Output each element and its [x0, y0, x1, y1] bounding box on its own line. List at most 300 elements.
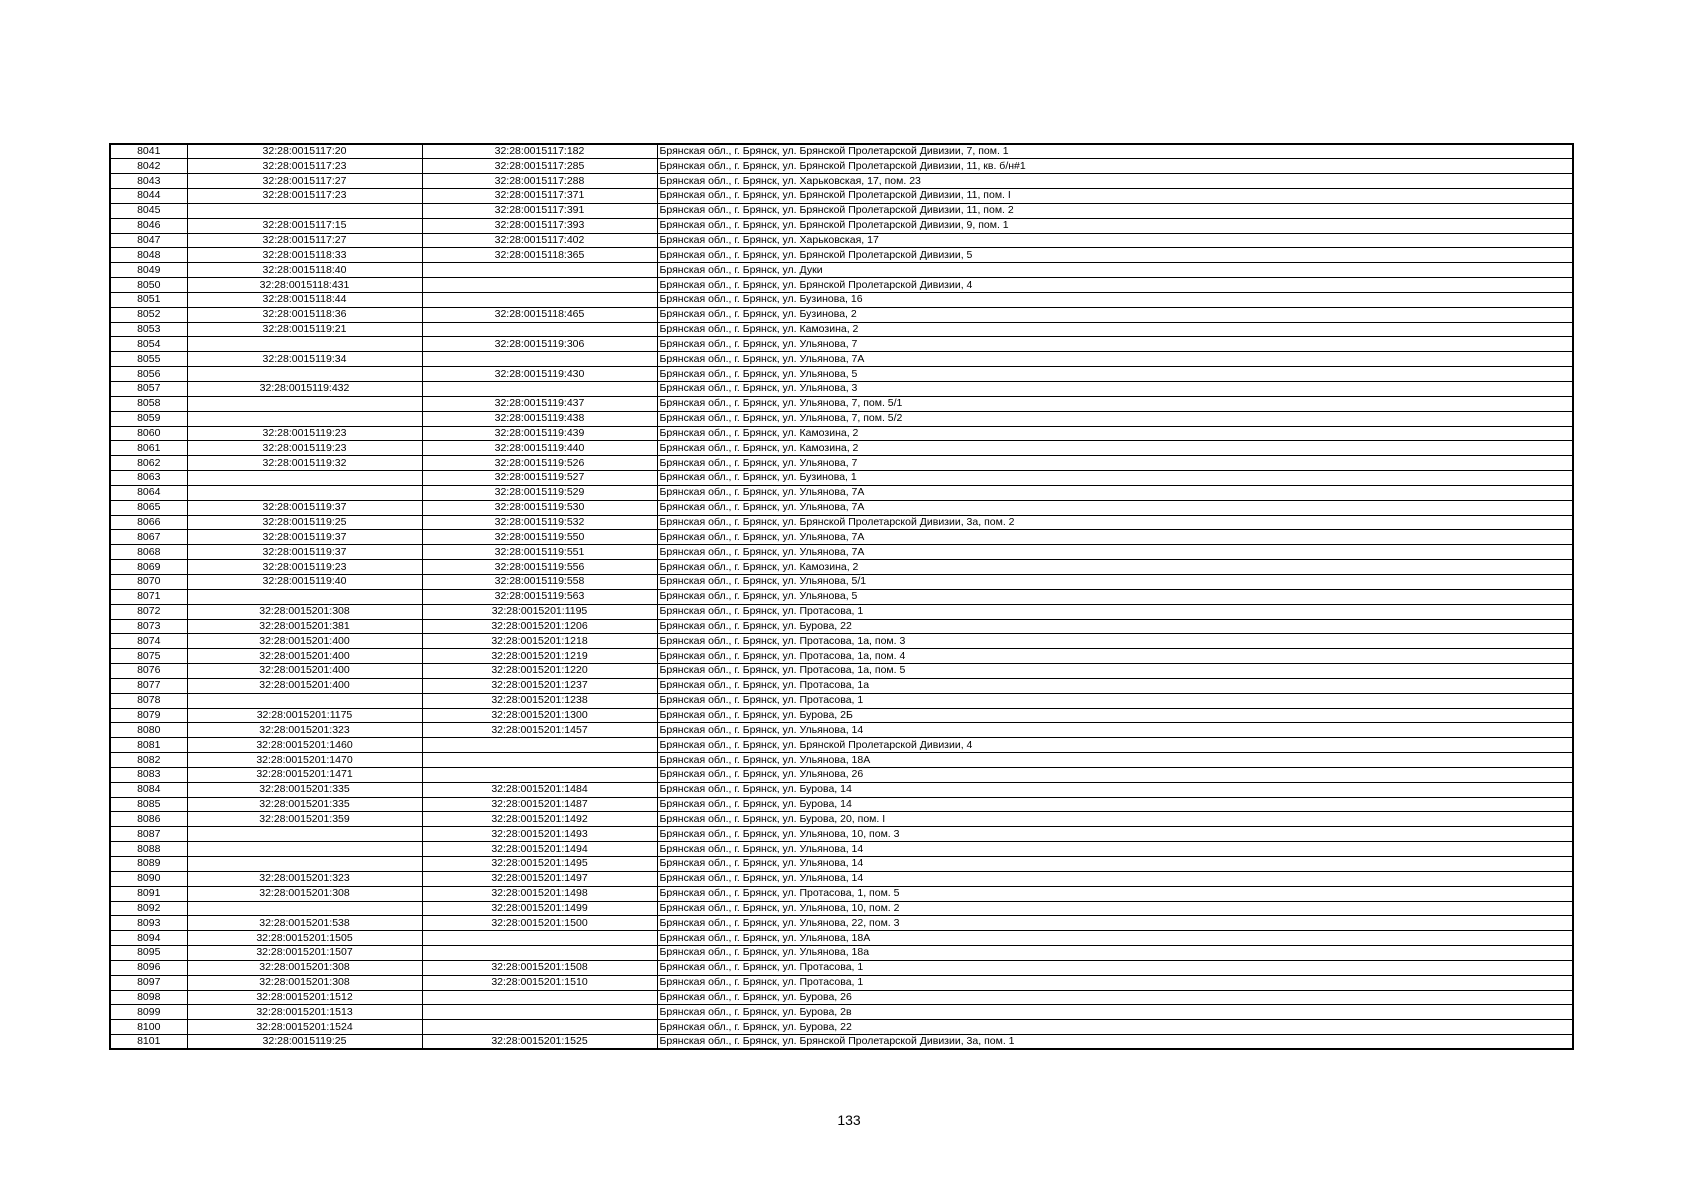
table-row [110, 946, 1573, 961]
object-number-cell: 32:28:0015117:391 [422, 203, 657, 218]
parcel-number-cell: 32:28:0015117:20 [187, 144, 422, 159]
parcel-number-cell [187, 842, 422, 857]
table-row [110, 842, 1573, 857]
address-cell: Брянская обл., г. Брянск, ул. Ульянова, 26 [657, 767, 1573, 782]
object-number-cell: 32:28:0015119:439 [422, 426, 657, 441]
parcel-number-cell: 32:28:0015201:1524 [187, 1020, 422, 1035]
parcel-number-cell: 32:28:0015201:400 [187, 649, 422, 664]
row-number-cell: 8101 [110, 1035, 187, 1050]
table-row [110, 753, 1573, 768]
table-row [110, 693, 1573, 708]
object-number-cell: 32:28:0015119:551 [422, 545, 657, 560]
table-row [110, 1005, 1573, 1020]
object-number-cell: 32:28:0015119:532 [422, 515, 657, 530]
row-number-cell: 8068 [110, 545, 187, 560]
table-row [110, 307, 1573, 322]
object-number-cell: 32:28:0015119:527 [422, 471, 657, 486]
row-number-cell: 8042 [110, 159, 187, 174]
object-number-cell: 32:28:0015201:1219 [422, 649, 657, 664]
table-row [110, 203, 1573, 218]
object-number-cell [422, 1020, 657, 1035]
object-number-cell: 32:28:0015201:1508 [422, 960, 657, 975]
row-number-cell: 8079 [110, 708, 187, 723]
object-number-cell: 32:28:0015201:1237 [422, 678, 657, 693]
row-number-cell: 8083 [110, 767, 187, 782]
table-row [110, 812, 1573, 827]
address-cell: Брянская обл., г. Брянск, ул. Бурова, 14 [657, 797, 1573, 812]
parcel-number-cell: 32:28:0015201:1507 [187, 946, 422, 961]
address-cell: Брянская обл., г. Брянск, ул. Брянской Пролетарской Дивизии, 4 [657, 278, 1573, 293]
object-number-cell [422, 990, 657, 1005]
table-row [110, 901, 1573, 916]
row-number-cell: 8049 [110, 263, 187, 278]
address-cell: Брянская обл., г. Брянск, ул. Бузинова, 16 [657, 292, 1573, 307]
address-cell: Брянская обл., г. Брянск, ул. Протасова, 1, пом. 5 [657, 886, 1573, 901]
address-cell: Брянская обл., г. Брянск, ул. Протасова, 1 [657, 960, 1573, 975]
table-row [110, 560, 1573, 575]
address-cell: Брянская обл., г. Брянск, ул. Ульянова, 14 [657, 871, 1573, 886]
address-cell: Брянская обл., г. Брянск, ул. Протасова, 1а, пом. 5 [657, 664, 1573, 679]
parcel-number-cell: 32:28:0015201:335 [187, 782, 422, 797]
parcel-number-cell: 32:28:0015201:1513 [187, 1005, 422, 1020]
table-row [110, 886, 1573, 901]
parcel-number-cell: 32:28:0015201:400 [187, 678, 422, 693]
table-row [110, 233, 1573, 248]
parcel-number-cell: 32:28:0015119:32 [187, 456, 422, 471]
parcel-number-cell: 32:28:0015119:37 [187, 530, 422, 545]
address-cell: Брянская обл., г. Брянск, ул. Протасова, 1а, пом. 3 [657, 634, 1573, 649]
parcel-number-cell: 32:28:0015201:1175 [187, 708, 422, 723]
table-row [110, 664, 1573, 679]
table-row [110, 738, 1573, 753]
object-number-cell [422, 946, 657, 961]
parcel-number-cell: 32:28:0015119:432 [187, 382, 422, 397]
row-number-cell: 8043 [110, 174, 187, 189]
row-number-cell: 8065 [110, 500, 187, 515]
object-number-cell: 32:28:0015201:1238 [422, 693, 657, 708]
row-number-cell: 8092 [110, 901, 187, 916]
row-number-cell: 8059 [110, 411, 187, 426]
object-number-cell: 32:28:0015119:526 [422, 456, 657, 471]
row-number-cell: 8052 [110, 307, 187, 322]
address-cell: Брянская обл., г. Брянск, ул. Брянской Пролетарской Дивизии, 7, пом. 1 [657, 144, 1573, 159]
row-number-cell: 8070 [110, 574, 187, 589]
parcel-number-cell: 32:28:0015119:23 [187, 441, 422, 456]
address-cell: Брянская обл., г. Брянск, ул. Ульянова, 7 [657, 337, 1573, 352]
parcel-number-cell: 32:28:0015201:308 [187, 975, 422, 990]
row-number-cell: 8089 [110, 857, 187, 872]
table-row [110, 426, 1573, 441]
row-number-cell: 8064 [110, 485, 187, 500]
row-number-cell: 8077 [110, 678, 187, 693]
address-cell: Брянская обл., г. Брянск, ул. Камозина, 2 [657, 322, 1573, 337]
object-number-cell [422, 382, 657, 397]
object-number-cell [422, 263, 657, 278]
address-cell: Брянская обл., г. Брянск, ул. Протасова, 1а, пом. 4 [657, 649, 1573, 664]
parcel-number-cell: 32:28:0015201:1512 [187, 990, 422, 1005]
row-number-cell: 8080 [110, 723, 187, 738]
object-number-cell: 32:28:0015201:1300 [422, 708, 657, 723]
page-number: 133 [837, 1112, 861, 1128]
address-cell: Брянская обл., г. Брянск, ул. Протасова, 1 [657, 975, 1573, 990]
parcel-number-cell: 32:28:0015201:1470 [187, 753, 422, 768]
address-cell: Брянская обл., г. Брянск, ул. Харьковская, 17, пом. 23 [657, 174, 1573, 189]
row-number-cell: 8091 [110, 886, 187, 901]
address-cell: Брянская обл., г. Брянск, ул. Ульянова, 22, пом. 3 [657, 916, 1573, 931]
table-row [110, 619, 1573, 634]
address-cell: Брянская обл., г. Брянск, ул. Бурова, 2Б [657, 708, 1573, 723]
parcel-number-cell: 32:28:0015117:27 [187, 174, 422, 189]
parcel-number-cell [187, 471, 422, 486]
parcel-number-cell: 32:28:0015201:381 [187, 619, 422, 634]
row-number-cell: 8063 [110, 471, 187, 486]
row-number-cell: 8071 [110, 589, 187, 604]
object-number-cell [422, 1005, 657, 1020]
row-number-cell: 8067 [110, 530, 187, 545]
object-number-cell [422, 738, 657, 753]
object-number-cell: 32:28:0015201:1457 [422, 723, 657, 738]
table-row [110, 723, 1573, 738]
parcel-number-cell: 32:28:0015118:40 [187, 263, 422, 278]
address-cell: Брянская обл., г. Брянск, ул. Ульянова, 14 [657, 857, 1573, 872]
parcel-number-cell [187, 827, 422, 842]
parcel-number-cell: 32:28:0015201:400 [187, 634, 422, 649]
parcel-number-cell: 32:28:0015117:27 [187, 233, 422, 248]
address-cell: Брянская обл., г. Брянск, ул. Ульянова, 7 [657, 456, 1573, 471]
object-number-cell: 32:28:0015119:556 [422, 560, 657, 575]
row-number-cell: 8048 [110, 248, 187, 263]
table-row [110, 263, 1573, 278]
object-number-cell [422, 352, 657, 367]
address-cell: Брянская обл., г. Брянск, ул. Бузинова, 1 [657, 471, 1573, 486]
object-number-cell: 32:28:0015117:288 [422, 174, 657, 189]
table-row [110, 916, 1573, 931]
row-number-cell: 8086 [110, 812, 187, 827]
object-number-cell: 32:28:0015117:402 [422, 233, 657, 248]
table-row [110, 456, 1573, 471]
row-number-cell: 8073 [110, 619, 187, 634]
parcel-number-cell: 32:28:0015118:33 [187, 248, 422, 263]
row-number-cell: 8096 [110, 960, 187, 975]
object-number-cell: 32:28:0015119:430 [422, 367, 657, 382]
parcel-number-cell: 32:28:0015119:23 [187, 560, 422, 575]
row-number-cell: 8050 [110, 278, 187, 293]
table-row [110, 678, 1573, 693]
row-number-cell: 8062 [110, 456, 187, 471]
object-number-cell: 32:28:0015117:393 [422, 218, 657, 233]
row-number-cell: 8098 [110, 990, 187, 1005]
table-row [110, 1035, 1573, 1050]
table-row [110, 189, 1573, 204]
table-row [110, 292, 1573, 307]
parcel-number-cell [187, 411, 422, 426]
parcel-number-cell: 32:28:0015119:25 [187, 515, 422, 530]
object-number-cell: 32:28:0015201:1206 [422, 619, 657, 634]
object-number-cell [422, 931, 657, 946]
row-number-cell: 8097 [110, 975, 187, 990]
address-cell: Брянская обл., г. Брянск, ул. Ульянова, 5 [657, 367, 1573, 382]
table-row [110, 545, 1573, 560]
parcel-number-cell [187, 337, 422, 352]
address-cell: Брянская обл., г. Брянск, ул. Ульянова, 10, пом. 3 [657, 827, 1573, 842]
registry-table-body [110, 144, 1573, 1049]
parcel-number-cell: 32:28:0015119:23 [187, 426, 422, 441]
row-number-cell: 8053 [110, 322, 187, 337]
table-row [110, 827, 1573, 842]
object-number-cell: 32:28:0015119:529 [422, 485, 657, 500]
parcel-number-cell: 32:28:0015201:1505 [187, 931, 422, 946]
address-cell: Брянская обл., г. Брянск, ул. Бурова, 14 [657, 782, 1573, 797]
table-row [110, 218, 1573, 233]
address-cell: Брянская обл., г. Брянск, ул. Бурова, 22 [657, 1020, 1573, 1035]
object-number-cell: 32:28:0015119:563 [422, 589, 657, 604]
object-number-cell: 32:28:0015119:530 [422, 500, 657, 515]
address-cell: Брянская обл., г. Брянск, ул. Ульянова, 18а [657, 946, 1573, 961]
parcel-number-cell: 32:28:0015118:36 [187, 307, 422, 322]
address-cell: Брянская обл., г. Брянск, ул. Протасова, 1 [657, 693, 1573, 708]
parcel-number-cell: 32:28:0015119:37 [187, 545, 422, 560]
table-row [110, 352, 1573, 367]
table-row [110, 604, 1573, 619]
address-cell: Брянская обл., г. Брянск, ул. Брянской Пролетарской Дивизии, 9, пом. 1 [657, 218, 1573, 233]
parcel-number-cell: 32:28:0015201:308 [187, 960, 422, 975]
parcel-number-cell: 32:28:0015201:359 [187, 812, 422, 827]
table-row [110, 471, 1573, 486]
table-row [110, 649, 1573, 664]
address-cell: Брянская обл., г. Брянск, ул. Ульянова, 18А [657, 931, 1573, 946]
object-number-cell: 32:28:0015201:1493 [422, 827, 657, 842]
table-row [110, 797, 1573, 812]
address-cell: Брянская обл., г. Брянск, ул. Брянской Пролетарской Дивизии, 5 [657, 248, 1573, 263]
row-number-cell: 8051 [110, 292, 187, 307]
table-row [110, 990, 1573, 1005]
row-number-cell: 8041 [110, 144, 187, 159]
address-cell: Брянская обл., г. Брянск, ул. Камозина, 2 [657, 441, 1573, 456]
address-cell: Брянская обл., г. Брянск, ул. Камозина, 2 [657, 426, 1573, 441]
object-number-cell: 32:28:0015117:285 [422, 159, 657, 174]
table-row [110, 144, 1573, 159]
row-number-cell: 8078 [110, 693, 187, 708]
parcel-number-cell: 32:28:0015118:44 [187, 292, 422, 307]
row-number-cell: 8060 [110, 426, 187, 441]
parcel-number-cell: 32:28:0015117:15 [187, 218, 422, 233]
address-cell: Брянская обл., г. Брянск, ул. Ульянова, 7А [657, 352, 1573, 367]
row-number-cell: 8044 [110, 189, 187, 204]
object-number-cell: 32:28:0015201:1497 [422, 871, 657, 886]
table-row [110, 485, 1573, 500]
address-cell: Брянская обл., г. Брянск, ул. Протасова, 1а [657, 678, 1573, 693]
object-number-cell: 32:28:0015119:558 [422, 574, 657, 589]
table-row [110, 574, 1573, 589]
parcel-number-cell: 32:28:0015201:323 [187, 723, 422, 738]
address-cell: Брянская обл., г. Брянск, ул. Бурова, 22 [657, 619, 1573, 634]
object-number-cell [422, 753, 657, 768]
parcel-number-cell: 32:28:0015201:323 [187, 871, 422, 886]
parcel-number-cell: 32:28:0015119:25 [187, 1035, 422, 1050]
object-number-cell: 32:28:0015201:1499 [422, 901, 657, 916]
object-number-cell: 32:28:0015118:465 [422, 307, 657, 322]
table-row [110, 1020, 1573, 1035]
parcel-number-cell: 32:28:0015201:538 [187, 916, 422, 931]
table-row [110, 248, 1573, 263]
row-number-cell: 8087 [110, 827, 187, 842]
table-row [110, 975, 1573, 990]
table-row [110, 589, 1573, 604]
address-cell: Брянская обл., г. Брянск, ул. Харьковская, 17 [657, 233, 1573, 248]
object-number-cell: 32:28:0015201:1492 [422, 812, 657, 827]
parcel-number-cell [187, 203, 422, 218]
address-cell: Брянская обл., г. Брянск, ул. Ульянова, 7, пом. 5/2 [657, 411, 1573, 426]
row-number-cell: 8046 [110, 218, 187, 233]
address-cell: Брянская обл., г. Брянск, ул. Бурова, 2в [657, 1005, 1573, 1020]
table-row [110, 708, 1573, 723]
parcel-number-cell: 32:28:0015117:23 [187, 189, 422, 204]
parcel-number-cell [187, 901, 422, 916]
object-number-cell: 32:28:0015119:550 [422, 530, 657, 545]
table-row [110, 411, 1573, 426]
address-cell: Брянская обл., г. Брянск, ул. Бурова, 20, пом. I [657, 812, 1573, 827]
table-row [110, 634, 1573, 649]
object-number-cell [422, 322, 657, 337]
object-number-cell: 32:28:0015201:1494 [422, 842, 657, 857]
address-cell: Брянская обл., г. Брянск, ул. Брянской Пролетарской Дивизии, 11, пом. 2 [657, 203, 1573, 218]
parcel-number-cell: 32:28:0015201:1471 [187, 767, 422, 782]
table-row [110, 857, 1573, 872]
table-row [110, 396, 1573, 411]
row-number-cell: 8084 [110, 782, 187, 797]
table-row [110, 278, 1573, 293]
object-number-cell: 32:28:0015118:365 [422, 248, 657, 263]
address-cell: Брянская обл., г. Брянск, ул. Бурова, 26 [657, 990, 1573, 1005]
object-number-cell [422, 278, 657, 293]
object-number-cell: 32:28:0015119:306 [422, 337, 657, 352]
parcel-number-cell: 32:28:0015119:40 [187, 574, 422, 589]
parcel-number-cell: 32:28:0015201:308 [187, 604, 422, 619]
table-row [110, 767, 1573, 782]
parcel-number-cell: 32:28:0015201:1460 [187, 738, 422, 753]
row-number-cell: 8056 [110, 367, 187, 382]
address-cell: Брянская обл., г. Брянск, ул. Ульянова, 5/1 [657, 574, 1573, 589]
address-cell: Брянская обл., г. Брянск, ул. Камозина, 2 [657, 560, 1573, 575]
table-row [110, 960, 1573, 975]
row-number-cell: 8076 [110, 664, 187, 679]
row-number-cell: 8088 [110, 842, 187, 857]
table-row [110, 515, 1573, 530]
parcel-number-cell [187, 367, 422, 382]
object-number-cell: 32:28:0015201:1525 [422, 1035, 657, 1050]
parcel-number-cell: 32:28:0015118:431 [187, 278, 422, 293]
row-number-cell: 8047 [110, 233, 187, 248]
address-cell: Брянская обл., г. Брянск, ул. Брянской Пролетарской Дивизии, 11, кв. б/н#1 [657, 159, 1573, 174]
row-number-cell: 8081 [110, 738, 187, 753]
object-number-cell: 32:28:0015119:438 [422, 411, 657, 426]
row-number-cell: 8082 [110, 753, 187, 768]
table-row [110, 871, 1573, 886]
table-row [110, 500, 1573, 515]
row-number-cell: 8099 [110, 1005, 187, 1020]
table-row [110, 782, 1573, 797]
parcel-number-cell: 32:28:0015201:335 [187, 797, 422, 812]
row-number-cell: 8075 [110, 649, 187, 664]
table-row [110, 530, 1573, 545]
row-number-cell: 8093 [110, 916, 187, 931]
address-cell: Брянская обл., г. Брянск, ул. Ульянова, 7, пом. 5/1 [657, 396, 1573, 411]
row-number-cell: 8069 [110, 560, 187, 575]
row-number-cell: 8061 [110, 441, 187, 456]
row-number-cell: 8074 [110, 634, 187, 649]
parcel-number-cell: 32:28:0015201:400 [187, 664, 422, 679]
address-cell: Брянская обл., г. Брянск, ул. Брянской Пролетарской Дивизии, 4 [657, 738, 1573, 753]
object-number-cell: 32:28:0015117:182 [422, 144, 657, 159]
row-number-cell: 8066 [110, 515, 187, 530]
address-cell: Брянская обл., г. Брянск, ул. Брянской Пролетарской Дивизии, 11, пом. I [657, 189, 1573, 204]
object-number-cell [422, 767, 657, 782]
object-number-cell: 32:28:0015119:437 [422, 396, 657, 411]
parcel-number-cell: 32:28:0015119:34 [187, 352, 422, 367]
row-number-cell: 8045 [110, 203, 187, 218]
row-number-cell: 8095 [110, 946, 187, 961]
address-cell: Брянская обл., г. Брянск, ул. Ульянова, 5 [657, 589, 1573, 604]
address-cell: Брянская обл., г. Брянск, ул. Ульянова, 14 [657, 723, 1573, 738]
address-cell: Брянская обл., г. Брянск, ул. Ульянова, 3 [657, 382, 1573, 397]
parcel-number-cell [187, 589, 422, 604]
parcel-number-cell [187, 857, 422, 872]
address-cell: Брянская обл., г. Брянск, ул. Дуки [657, 263, 1573, 278]
row-number-cell: 8090 [110, 871, 187, 886]
parcel-number-cell: 32:28:0015119:21 [187, 322, 422, 337]
object-number-cell: 32:28:0015201:1220 [422, 664, 657, 679]
table-row [110, 382, 1573, 397]
row-number-cell: 8057 [110, 382, 187, 397]
parcel-number-cell: 32:28:0015117:23 [187, 159, 422, 174]
parcel-number-cell [187, 396, 422, 411]
table-row [110, 174, 1573, 189]
table-row [110, 159, 1573, 174]
object-number-cell: 32:28:0015201:1500 [422, 916, 657, 931]
object-number-cell: 32:28:0015119:440 [422, 441, 657, 456]
address-cell: Брянская обл., г. Брянск, ул. Брянской Пролетарской Дивизии, 3а, пом. 2 [657, 515, 1573, 530]
object-number-cell: 32:28:0015201:1495 [422, 857, 657, 872]
address-cell: Брянская обл., г. Брянск, ул. Ульянова, 10, пом. 2 [657, 901, 1573, 916]
object-number-cell: 32:28:0015201:1218 [422, 634, 657, 649]
object-number-cell: 32:28:0015201:1484 [422, 782, 657, 797]
table-row [110, 322, 1573, 337]
address-cell: Брянская обл., г. Брянск, ул. Бузинова, 2 [657, 307, 1573, 322]
table-row [110, 367, 1573, 382]
row-number-cell: 8100 [110, 1020, 187, 1035]
row-number-cell: 8072 [110, 604, 187, 619]
table-row [110, 931, 1573, 946]
row-number-cell: 8085 [110, 797, 187, 812]
row-number-cell: 8054 [110, 337, 187, 352]
row-number-cell: 8058 [110, 396, 187, 411]
address-cell: Брянская обл., г. Брянск, ул. Протасова, 1 [657, 604, 1573, 619]
object-number-cell: 32:28:0015201:1498 [422, 886, 657, 901]
parcel-number-cell: 32:28:0015119:37 [187, 500, 422, 515]
table-row [110, 441, 1573, 456]
parcel-number-cell [187, 693, 422, 708]
address-cell: Брянская обл., г. Брянск, ул. Ульянова, 7А [657, 545, 1573, 560]
address-cell: Брянская обл., г. Брянск, ул. Ульянова, 7А [657, 500, 1573, 515]
object-number-cell: 32:28:0015117:371 [422, 189, 657, 204]
object-number-cell [422, 292, 657, 307]
parcel-number-cell [187, 485, 422, 500]
object-number-cell: 32:28:0015201:1195 [422, 604, 657, 619]
row-number-cell: 8094 [110, 931, 187, 946]
parcel-number-cell: 32:28:0015201:308 [187, 886, 422, 901]
address-cell: Брянская обл., г. Брянск, ул. Ульянова, 18А [657, 753, 1573, 768]
table-row [110, 337, 1573, 352]
